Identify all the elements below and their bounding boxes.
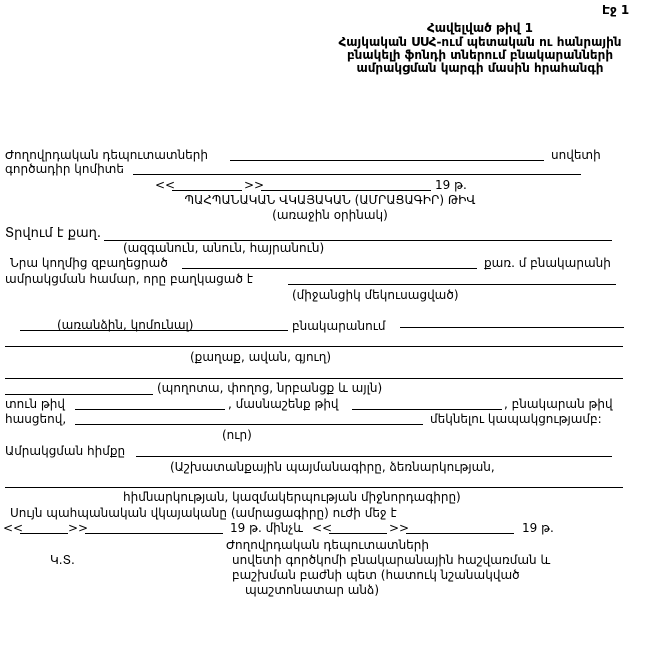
apartment-number-label: , բնակարան թիվ xyxy=(504,397,613,411)
validity-until: 19 թ. մինչև xyxy=(230,521,303,535)
address-line xyxy=(75,424,423,425)
date-day-line xyxy=(172,190,242,191)
city-line xyxy=(5,346,623,347)
apartment-type-hint: (առանձին, կոմունալ) xyxy=(57,318,194,332)
street-line-1 xyxy=(5,378,623,379)
until-open-quote: << xyxy=(312,521,333,535)
date-year: 19 թ. xyxy=(435,178,467,192)
signature-line-2: սովետի գործկոմի բնակարանային հաշվառման և xyxy=(232,553,551,567)
issued-to-hint: (ազգանուն, անուն, հայրանուն) xyxy=(123,241,325,255)
area-unit-label: քառ. մ բնակարանի xyxy=(484,256,611,270)
soviet-name-line xyxy=(230,160,544,161)
signature-line-3: բաշխման բաժնի պետ (հատուկ նշանակված xyxy=(232,568,520,582)
street-hint: (պողոտա, փողոց, նրբանցք և այլն) xyxy=(157,381,383,395)
where-hint: (ուր) xyxy=(222,428,252,442)
header-line-1: Հավելված թիվ 1 xyxy=(426,21,534,35)
validity-day-line xyxy=(20,533,68,534)
date-open-quote: << xyxy=(155,178,176,192)
departure-label: մեկնելու կապակցությամբ: xyxy=(430,412,602,426)
stamp-place: Կ.Տ. xyxy=(50,553,75,567)
validity-month-line xyxy=(85,533,223,534)
apartment-label: բնակարանում xyxy=(292,319,386,333)
apartment-line xyxy=(400,327,624,328)
signature-line-1: Ժողովրդական դեպուտատների xyxy=(226,538,429,552)
basis-hint-1: (Աշխատանքային պայմանագիրը, ձեռնարկության, xyxy=(170,460,495,474)
validity-open-quote: << xyxy=(3,521,24,535)
korpus-label: , մասնաշենք թիվ xyxy=(228,397,339,411)
city-hint: (քաղաք, ավան, գյուղ) xyxy=(190,350,332,364)
basis-line-2 xyxy=(5,487,623,488)
committee-line xyxy=(133,174,581,175)
until-close-quote: >> xyxy=(389,521,410,535)
occupied-label: Նրա կողմից զբաղեցրած xyxy=(10,256,168,270)
korpus-number-line xyxy=(352,409,502,410)
until-year: 19 թ. xyxy=(522,521,554,535)
date-close-quote: >> xyxy=(244,178,265,192)
basis-hint-2: հիմնարկության, կազմակերպության միջնորդագիրը) xyxy=(123,490,461,504)
rooms-line xyxy=(288,284,616,285)
header-line-3: բնակելի ֆոնդի տներում բնակարանների xyxy=(346,48,614,62)
header-line-2: Հայկական ՍՍՀ-ում պետական ու հանրային xyxy=(338,35,622,49)
basis-line-1 xyxy=(136,456,612,457)
validity-text: Սույն պահպանական վկայականը (ամրացագիրը) ուժի մեջ է xyxy=(10,506,397,520)
issued-to-label: Տրվում է քաղ. xyxy=(5,226,102,241)
validity-close-quote: >> xyxy=(68,521,89,535)
address-label: հասցեով, xyxy=(5,412,67,426)
deputies-label: Ժողովրդական դեպուտատների xyxy=(5,148,208,162)
house-label: տուն թիվ xyxy=(5,397,65,411)
executive-committee-label: գործադիր կոմիտե xyxy=(5,162,124,176)
page-number: Էջ 1 xyxy=(602,3,630,17)
document-subtitle: (առաջին օրինակ) xyxy=(272,208,388,222)
header-line-4: ամրակցման կարգի մասին հրահանգի xyxy=(356,61,604,75)
occupied-area-line xyxy=(182,268,477,269)
fixation-label: ամրակցման համար, որը բաղկացած է xyxy=(5,272,253,286)
until-month-line xyxy=(406,533,514,534)
basis-label: Ամրակցման հիմքը xyxy=(5,444,126,458)
until-day-line xyxy=(329,533,387,534)
street-line-2 xyxy=(5,394,153,395)
document-title: ՊԱՀՊԱՆԱԿԱՆ ՎԿԱՅԱԿԱՆ (ԱՄՐԱՑԱԳԻՐ) ԹԻՎ xyxy=(184,193,476,207)
rooms-hint: (միջանցիկ մեկուսացված) xyxy=(292,288,459,302)
soviet-label: սովետի xyxy=(551,148,601,162)
date-month-line xyxy=(261,190,431,191)
signature-line-4: պաշտոնատար անձ) xyxy=(245,583,380,597)
house-number-line xyxy=(75,409,225,410)
